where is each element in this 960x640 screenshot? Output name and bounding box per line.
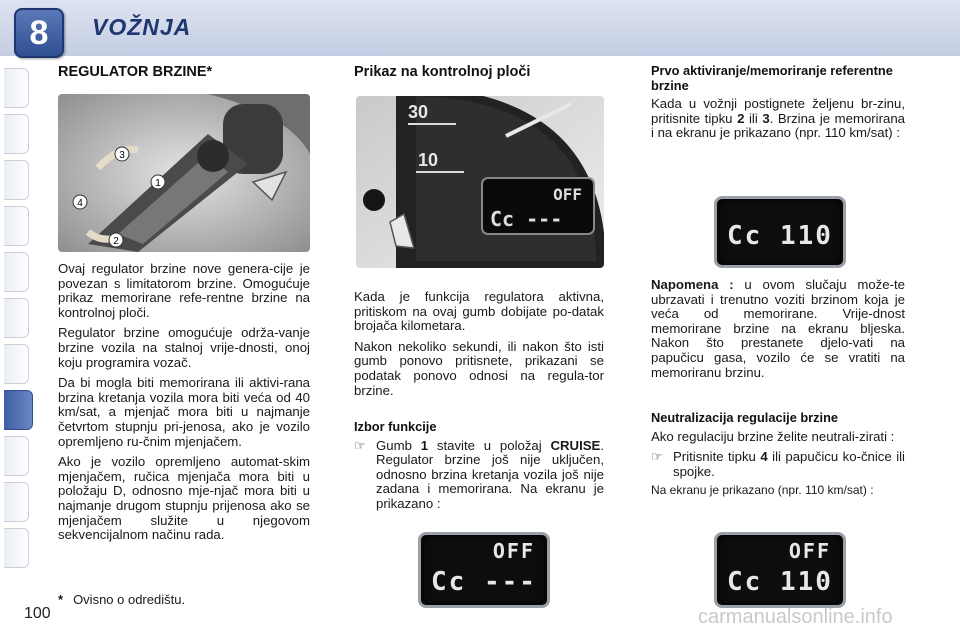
column-3-neutralization <box>651 411 905 504</box>
figure-label-2: 2 <box>113 236 119 247</box>
pointing-hand-icon: ☞ <box>651 449 663 465</box>
instrument-panel-figure <box>356 96 604 268</box>
footnote-star: * <box>58 592 64 607</box>
subheading-neutralization: Neutralizacija regulacije brzine <box>651 410 839 425</box>
chapter-tab-11[interactable] <box>4 528 29 568</box>
paragraph: Ako je vozilo opremljeno automat-skim mjenjačem, ručica mjenjača mora biti u položaju D, odnosno mje-njač mora biti u najmanje drugom stupnju prijenosa ako se mjenjačem služite u njegovom sekvencijalnom načinu rada. <box>58 454 310 543</box>
display-line1: OFF <box>788 539 831 563</box>
display-line2: Cc --- <box>431 567 537 597</box>
paragraph: Nakon nekoliko sekundi, ili nakon što isti gumb ponovo pritisnete, prikazani se podatak ponovo odnosi na regula-tor brzine. <box>354 338 604 398</box>
figure-label-3: 3 <box>119 150 125 161</box>
footnote-text: Ovisno o odredištu. <box>73 592 186 607</box>
page-number: 100 <box>24 605 51 622</box>
paragraph: Regulator brzine omogućuje održa-vanje brzine vozila na stalnoj vrije-dnosti, onoj koju programira vozač. <box>58 325 310 370</box>
steering-stalk-figure <box>58 94 310 252</box>
chapter-tab-8[interactable] <box>4 390 33 430</box>
figure-label-4: 4 <box>77 198 83 209</box>
bullet-item <box>354 439 604 512</box>
pointing-hand-icon: ☞ <box>354 437 366 453</box>
display-line1: OFF <box>492 539 535 563</box>
subheading-first-activation: Prvo aktiviranje/memoriranje referentne brzine <box>651 63 893 93</box>
gauge-display-line2: Cc --- <box>490 207 563 231</box>
instrument-panel-illustration <box>356 96 604 268</box>
chapter-tab-6[interactable] <box>4 298 29 338</box>
display-line2: Cc 110 <box>727 567 833 597</box>
paragraph: Ako regulaciju brzine želite neutrali-zirati : <box>651 428 895 444</box>
paragraph: Da bi mogla biti memorirana ili aktivi-rana brzina kretanja vozila mora biti veća od 40 km/sat, a mjenjač mora biti u najmanje četvrtom stupnju pri-jenosa, ako je vozilo opremljeno ru-čnim mjenjačem. <box>58 375 310 449</box>
cruise-display-off <box>418 532 550 608</box>
gauge-display-line1: OFF <box>553 185 582 204</box>
figure-label-1: 1 <box>155 178 161 189</box>
section-heading-instrument-panel: Prikaz na kontrolnoj ploči <box>354 64 531 80</box>
note-paragraph: Napomena : u ovom slučaju može-te ubrzavati i trenutno voziti brzinom koja je veća od memorirane. Vrije-dnost memorirane brzine na ekranu bljeska. Nakon što prestanete djelo-vati na papučicu gasa, vozilo će se vratiti na memoriranu brzinu. <box>651 277 905 380</box>
footnote <box>58 592 185 607</box>
bullet-text: Gumb 1 stavite u položaj CRUISE. Regulator brzine još nije uključen, odnosno brzina kretanja vozila još nije zadana i memorirana. Na ekranu je prikazano : <box>376 437 604 511</box>
chapter-tab-7[interactable] <box>4 344 29 384</box>
chapter-title: VOŽNJA <box>92 14 192 40</box>
cruise-display-off-110 <box>714 532 846 608</box>
function-selection-block <box>354 420 604 516</box>
display-line2: Cc 110 <box>727 221 833 251</box>
gauge-label-10: 10 <box>418 150 439 170</box>
chapter-tabs <box>0 68 30 578</box>
column-3-top <box>651 64 905 147</box>
paragraph: Ovaj regulator brzine nove genera-cije je povezan s limitatorom brzine. Omogućuje prikaz memorirane refe-rentne brzine na kontrolnoj ploči. <box>58 261 310 320</box>
chapter-tab-10[interactable] <box>4 482 29 522</box>
chapter-tab-4[interactable] <box>4 206 29 246</box>
chapter-tab-1[interactable] <box>4 68 29 108</box>
section-heading-cruise-control: REGULATOR BRZINE* <box>58 64 213 80</box>
paragraph: Kada je funkcija regulatora aktivna, pritiskom na ovaj gumb dobijate po-datak brojača kilometara. <box>354 289 604 334</box>
column-2-text <box>354 290 604 404</box>
watermark: carmanualsonline.info <box>698 606 893 628</box>
gauge-label-30: 30 <box>408 102 429 122</box>
bullet-item <box>651 450 905 479</box>
chapter-tab-5[interactable] <box>4 252 29 292</box>
caption: Na ekranu je prikazano (npr. 110 km/sat) : <box>651 483 874 498</box>
chapter-tab-3[interactable] <box>4 160 29 200</box>
subheading-function-selection: Izbor funkcije <box>354 419 437 434</box>
chapter-tab-9[interactable] <box>4 436 29 476</box>
chapter-number-badge[interactable]: 8 <box>14 8 64 58</box>
steering-stalk-illustration <box>58 94 310 252</box>
chapter-tab-2[interactable] <box>4 114 29 154</box>
cruise-display-110 <box>714 196 846 268</box>
paragraph: Kada u vožnji postignete željenu br-zinu, pritisnite tipku 2 ili 3. Brzina je memorirana i na ekranu je prikazano (npr. 110 km/sat) : <box>651 96 905 141</box>
bullet-text: Pritisnite tipku 4 ili papučicu ko-čnice ili spojke. <box>673 449 905 479</box>
column-1-text <box>58 262 310 549</box>
column-3-note <box>651 278 905 386</box>
